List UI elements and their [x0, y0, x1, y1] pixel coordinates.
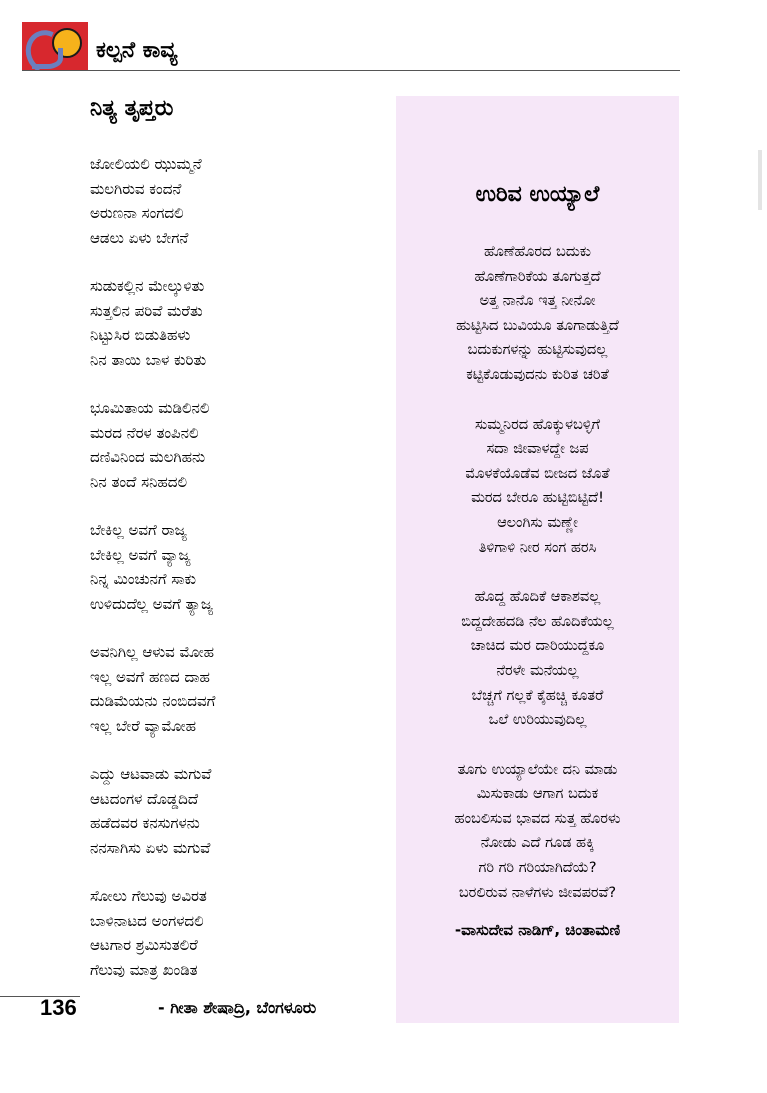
- poem-line: ಅರುಣನಾ ಸಂಗದಲಿ: [90, 204, 184, 222]
- poem-line: ಹೊಣೆಗಾರಿಕೆಯ ತೂಗುತ್ತದೆ: [474, 268, 601, 285]
- poem-line: ತಿಳಿಗಾಳಿ ನೀರ ಸಂಗ ಹರಸಿ: [478, 539, 597, 556]
- poem-line: ನನಸಾಗಿಸು ಏಳು ಮಗುವೆ: [90, 838, 211, 857]
- poem-line: ಅವನಿಗಿಲ್ಲ ಆಳುವ ಮೋಹ: [90, 643, 215, 661]
- poem-line: ಮರದ ನೆರಳ ತಂಪಿನಲಿ: [90, 423, 199, 442]
- left-poem: [90, 94, 390, 1006]
- stanza: [90, 152, 390, 250]
- poem-line: ಬದುಕುಗಳನ್ನು ಹುಟ್ಟಿಸುವುದಲ್ಲ: [467, 342, 608, 359]
- stanza: [396, 413, 679, 561]
- poem-line: ಹೊದ್ದ ಹೊದಿಕೆ ಆಕಾಶವಲ್ಲ: [474, 589, 601, 606]
- stanza: [396, 758, 679, 906]
- stanza: [396, 585, 679, 733]
- stanza: [90, 884, 390, 982]
- stanza: [90, 274, 390, 372]
- left-poem-author: - ಗೀತಾ ಶೇಷಾದ್ರಿ, ಬೆಂಗಳೂರು: [158, 998, 317, 1017]
- left-poem-title: ನಿತ್ಯ ತೃಪ್ತರು: [90, 96, 174, 121]
- poem-line: ಆಡಲು ಏಳು ಬೇಗನೆ: [90, 228, 189, 247]
- poem-line: ಬೇಕಿಲ್ಲ ಅವಗೆ ರಾಜ್ಯ: [90, 521, 187, 539]
- right-poem-title: ಉರಿವ ಉಯ್ಯಾಲೆ: [475, 182, 600, 207]
- poem-line: ಹಂಬಲಿಸುವ ಭಾವದ ಸುತ್ತ ಹೊರಳು: [454, 810, 621, 827]
- poem-line: ಬಿದ್ದದೇಹದಡಿ ನೆಲ ಹೊದಿಕೆಯಲ್ಲ: [461, 613, 614, 630]
- poem-line: ಅತ್ತ ನಾನೊ ಇತ್ತ ನೀನೋ: [479, 293, 596, 310]
- magazine-logo: [22, 22, 88, 70]
- poem-line: ಬೆಚ್ಚಗೆ ಗಲ್ಲಕೆ ಕೈಹಚ್ಚಿ ಕೂತರೆ: [471, 687, 604, 704]
- poem-line: ನಿನ ತಾಯಿ ಬಾಳ ಕುರಿತು: [90, 350, 207, 369]
- poem-line: ಉಳಿದುದೆಲ್ಲ ಅವಗೆ ತ್ಯಾಜ್ಯ: [90, 594, 214, 613]
- poem-line: ಎದ್ದು ಆಟವಾಡು ಮಗುವೆ: [90, 765, 212, 783]
- poem-line: ತೂಗು ಉಯ್ಯಾಲೆಯೇ ದನಿ ಮಾಡು: [457, 761, 618, 778]
- poem-line: ಇಲ್ಲ ಬೇರೆ ವ್ಯಾಮೋಹ: [90, 716, 197, 735]
- poem-line: ಇಲ್ಲ ಅವಗೆ ಹಣದ ದಾಹ: [90, 667, 210, 686]
- poem-line: ಮರದ ಬೇರೂ ಹುಟ್ಟಿಬಿಟ್ಟಿದೆ!: [471, 490, 604, 507]
- poem-line: ದುಡಿಮೆಯನು ನಂಬಿದವಗೆ: [90, 692, 216, 710]
- poem-line: ಮೊಳಕೆಯೊಡೆವ ಬೀಜದ ಜೊತೆ: [465, 465, 610, 482]
- poem-line: ಹಡೆದವರ ಕನಸುಗಳನು: [90, 814, 200, 832]
- left-poem-stanzas: [90, 152, 390, 982]
- stanza: [396, 240, 679, 388]
- poem-line: ಜೋಲಿಯಲಿ ಝುಮ್ಮನೆ: [90, 155, 202, 173]
- poem-line: ಬಾಳಿನಾಟದ ಅಂಗಳದಲಿ: [90, 911, 204, 930]
- poem-line: ಆಟದಂಗಳ ದೊಡ್ಡದಿದೆ: [90, 789, 199, 808]
- poem-line: ಬರಲಿರುವ ನಾಳೆಗಳು ಜೀವಪರವೆ?: [458, 884, 617, 901]
- poem-line: ಸುತ್ತಲಿನ ಪರಿವೆ ಮರೆತು: [90, 301, 203, 320]
- header-divider: [22, 70, 680, 71]
- poem-line: ನಿನ ತಂದೆ ಸನಿಹದಲಿ: [90, 472, 188, 491]
- poem-line: ಸೋಲು ಗೆಲುವು ಅವಿರತ: [90, 887, 207, 905]
- logo-stroke-icon: [32, 48, 63, 69]
- right-poem-author: -ವಾಸುದೇವ ನಾಡಿಗ್, ಚಿಂತಾಮಣಿ: [454, 921, 621, 940]
- poem-line: ಒಲೆ ಉರಿಯುವುದಿಲ್ಲ: [488, 712, 587, 729]
- poem-line: ಮಿಸುಕಾಡು ಆಗಾಗ ಬದುಕ: [476, 786, 599, 803]
- poem-line: ಸುಮ್ಮನಿರದ ಹೊಕ್ಕುಳಬಳ್ಳಿಗೆ: [474, 416, 601, 433]
- poem-line: ಹುಟ್ಟಿಸಿದ ಬುವಿಯೂ ತೂಗಾಡುತ್ತಿದೆ: [456, 317, 619, 334]
- page-number: 136: [40, 995, 77, 1020]
- poem-line: ಬೇಕಿಲ್ಲ ಅವಗೆ ವ್ಯಾಜ್ಯ: [90, 545, 191, 564]
- poem-line: ಹೊಣೆಹೊರದ ಬದುಕು: [484, 244, 591, 260]
- right-poem: [396, 180, 679, 942]
- poem-line: ಸದಾ ಜೀವಾಳದ್ದೇ ಜಪ: [486, 441, 589, 458]
- poem-line: ಚಾಚಿದ ಮರ ದಾರಿಯುದ್ದಕೂ: [470, 638, 605, 655]
- stanza: [90, 762, 390, 860]
- poem-line: ಆಲಂಗಿಸು ಮಣ್ಣೇ: [497, 514, 578, 531]
- poem-line: ಆಟಗಾರ ಶ್ರಮಿಸುತಲಿರೆ: [90, 936, 198, 954]
- stanza: [90, 640, 390, 738]
- page-edge-mark: [758, 150, 762, 210]
- poem-line: ನಿಟ್ಟುಸಿರ ಬಿಡುತಿಹಳು: [90, 326, 191, 344]
- poem-line: ಗೆಲುವು ಮಾತ್ರ ಖಂಡಿತ: [90, 960, 198, 979]
- right-poem-stanzas: [396, 240, 679, 905]
- poem-line: ಗರಿ ಗರಿ ಗರಿಯಾಗಿದೆಯೆ?: [478, 860, 597, 877]
- poem-line: ದಣಿವಿನಿಂದ ಮಲಗಿಹನು: [90, 448, 206, 466]
- poem-line: ನೆರಳೇ ಮನೆಯಲ್ಲ: [496, 662, 579, 679]
- poem-line: ನಿನ್ನ ಮಿಂಚುನಗೆ ಸಾಕು: [90, 570, 197, 588]
- stanza: [90, 396, 390, 494]
- stanza: [90, 518, 390, 616]
- poem-line: ಕಟ್ಟಿಕೊಡುವುದನು ಕುರಿತ ಚರಿತೆ: [466, 366, 609, 383]
- right-poem-box: [396, 96, 679, 1023]
- poem-line: ನೋಡು ಎದೆ ಗೂಡ ಹಕ್ಕಿ: [480, 835, 595, 852]
- poem-line: ಭೂಮಿತಾಯ ಮಡಿಲಿನಲಿ: [90, 399, 210, 417]
- poem-line: ಮಲಗಿರುವ ಕಂದನೆ: [90, 179, 182, 198]
- section-title: ಕಲ್ಪನೆ ಕಾವ್ಯ: [96, 38, 178, 63]
- poem-line: ಸುಡುಕಲ್ಲಿನ ಮೇಲ್ಕುಳಿತು: [90, 277, 205, 295]
